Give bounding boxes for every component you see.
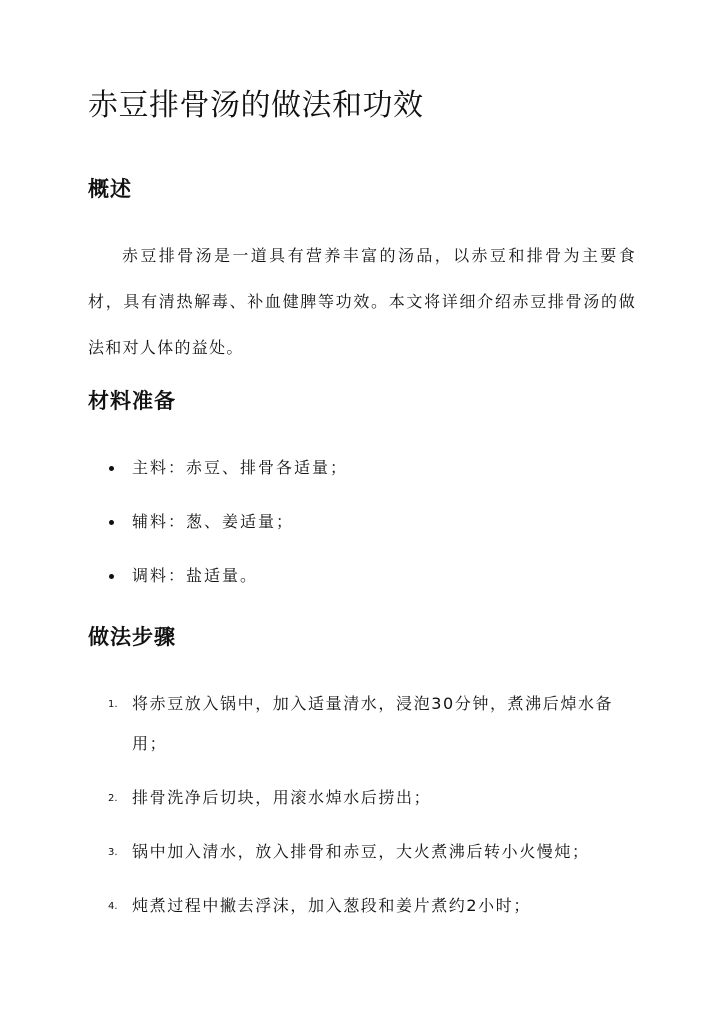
step-number: 2. [108, 793, 118, 804]
list-item-text: 主料：赤豆、排骨各适量； [132, 458, 349, 477]
step-text: 排骨洗净后切块，用滚水焯水后捞出； [132, 788, 432, 807]
steps-list [88, 684, 636, 940]
overview-paragraph: 赤豆排骨汤是一道具有营养丰富的汤品，以赤豆和排骨为主要食材，具有清热解毒、补血健脾等功效。本文将详细介绍赤豆排骨汤的做法和对人体的益处。 [88, 246, 636, 357]
list-item [88, 886, 636, 926]
list-item [88, 684, 636, 764]
bullet-icon [109, 466, 114, 471]
page-title: 赤豆排骨汤的做法和功效 [88, 88, 424, 123]
list-item [88, 502, 348, 556]
list-item-text: 辅料：葱、姜适量； [132, 512, 295, 531]
step-number: 3. [108, 847, 118, 858]
materials-list [88, 448, 348, 610]
list-item-text: 调料：盐适量。 [132, 566, 259, 585]
list-item [88, 778, 636, 818]
list-item [88, 556, 348, 610]
materials-heading: 材料准备 [88, 388, 176, 413]
step-text: 锅中加入清水，放入排骨和赤豆，大火煮沸后转小火慢炖； [132, 842, 590, 861]
step-text: 炖煮过程中撇去浮沫，加入葱段和姜片煮约2小时； [132, 896, 531, 915]
step-number: 4. [108, 901, 118, 912]
overview-heading: 概述 [88, 176, 132, 201]
list-item [88, 448, 348, 502]
step-text: 将赤豆放入锅中，加入适量清水，浸泡30分钟，煮沸后焯水备用； [132, 694, 614, 753]
bullet-icon [109, 520, 114, 525]
steps-heading: 做法步骤 [88, 624, 176, 649]
bullet-icon [109, 574, 114, 579]
list-item [88, 832, 636, 872]
step-number: 1. [108, 699, 118, 710]
